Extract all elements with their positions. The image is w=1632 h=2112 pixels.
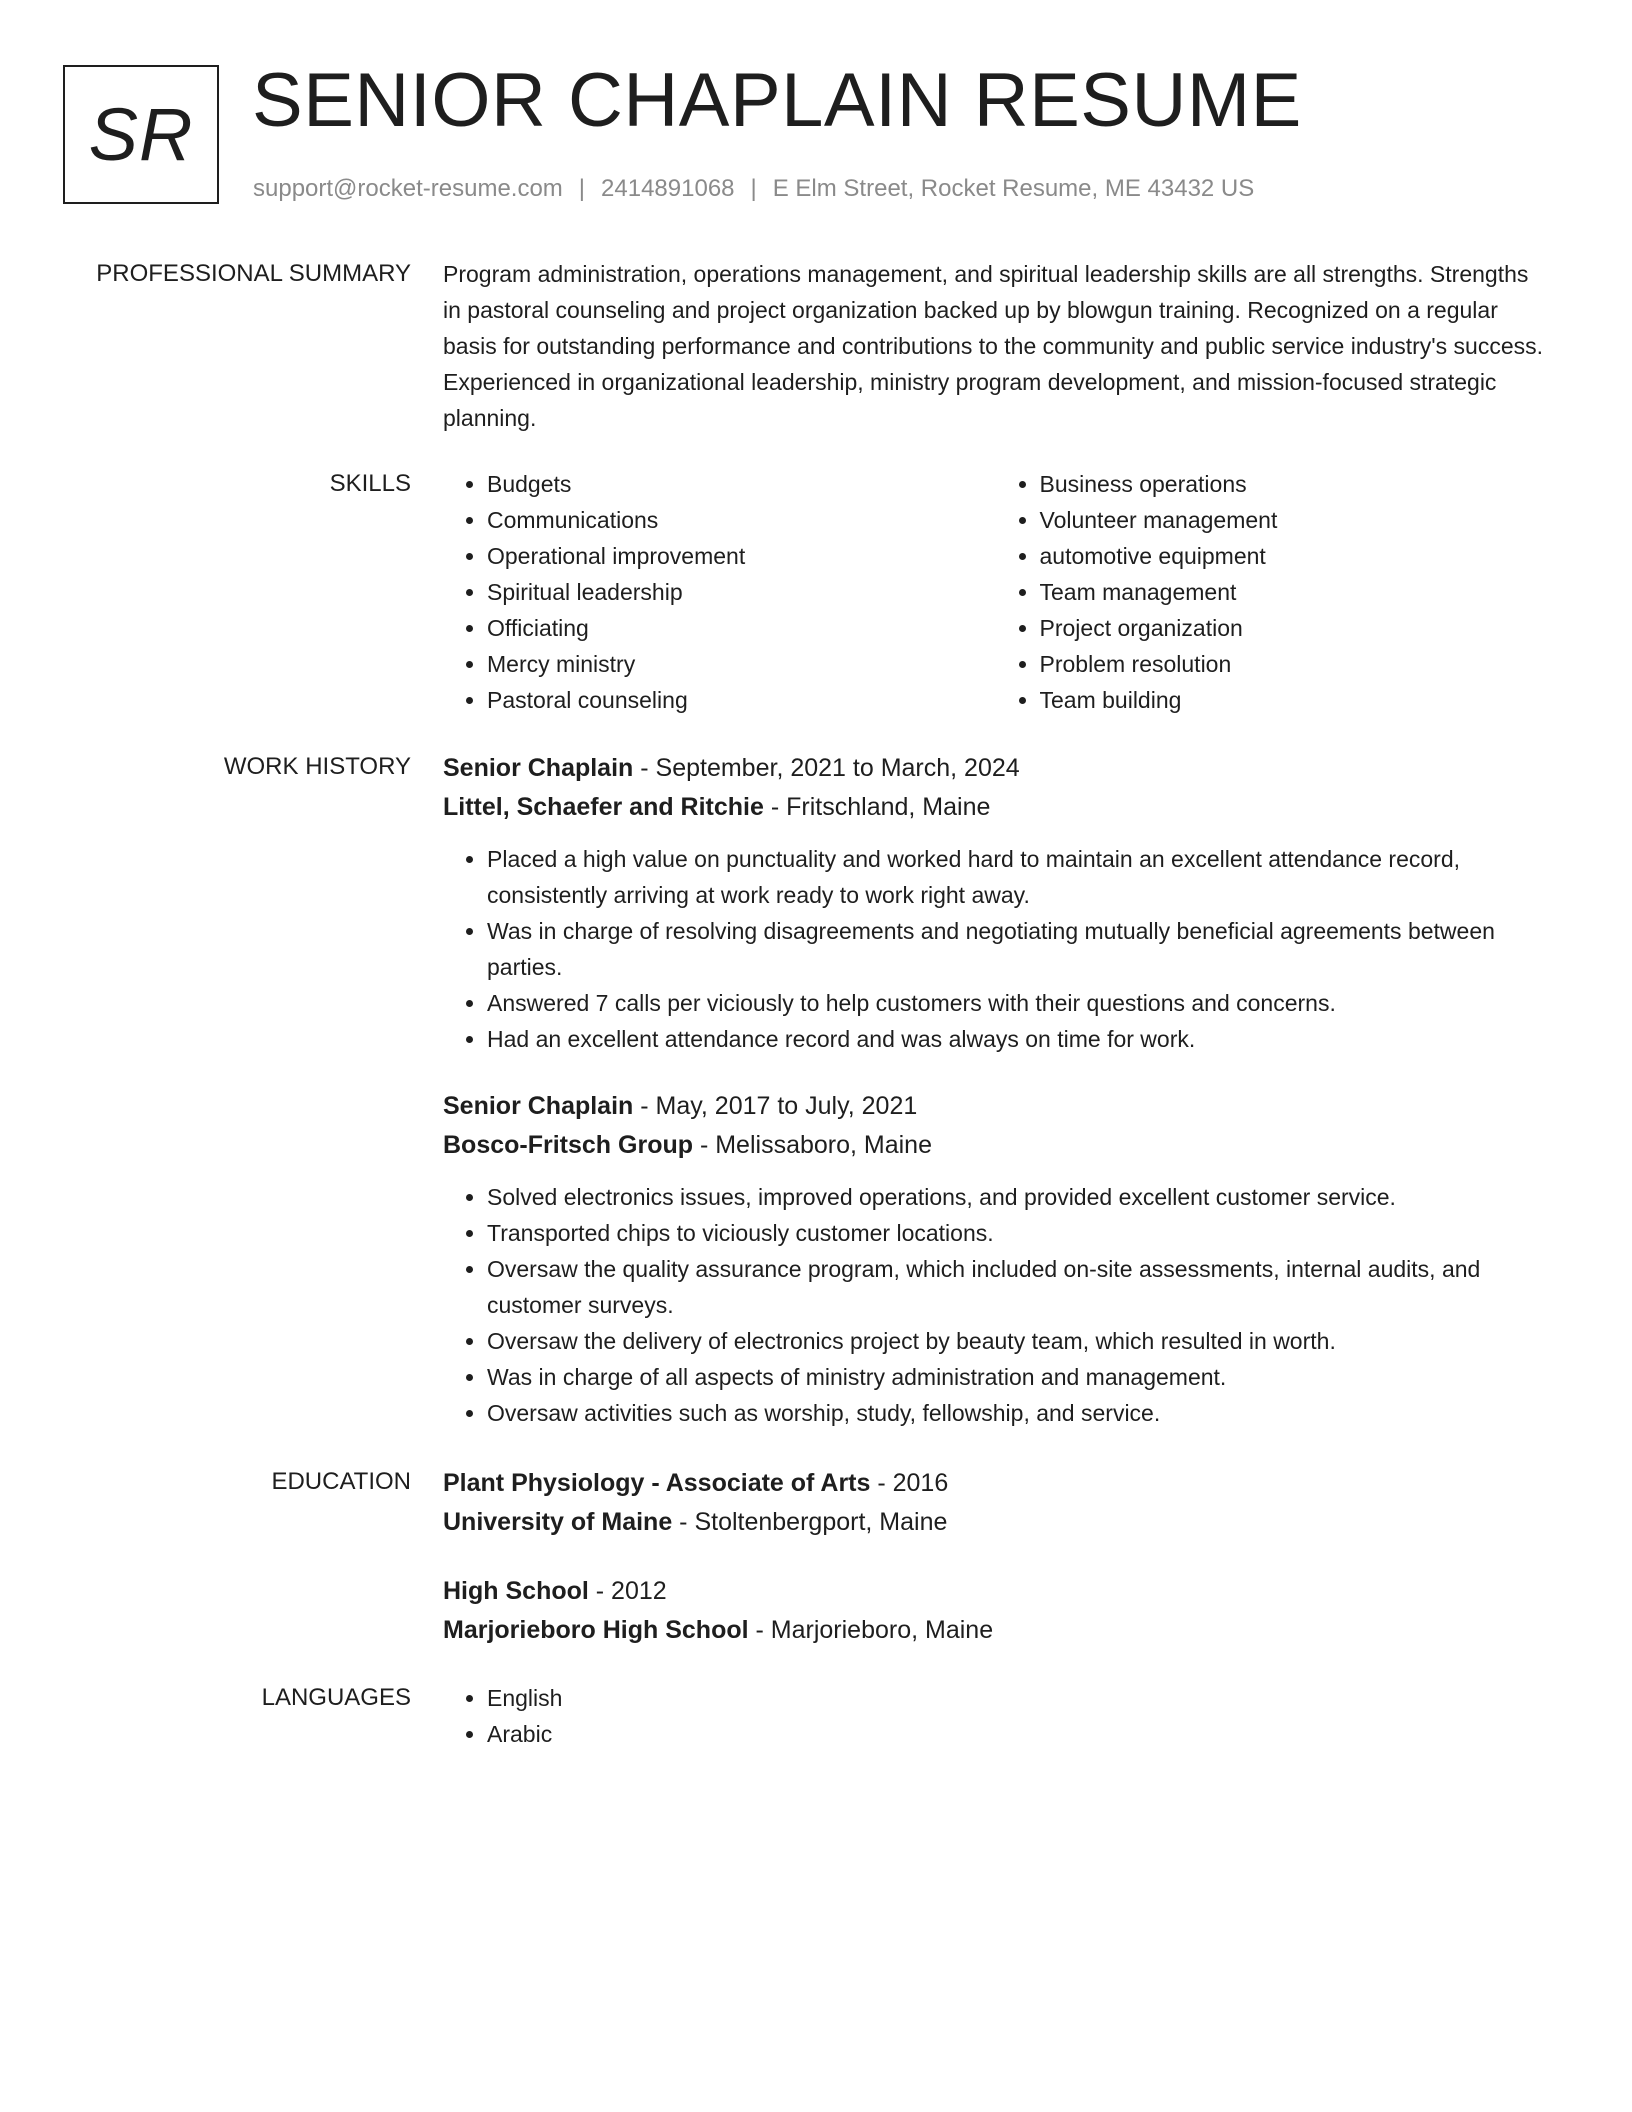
- job-dates: - May, 2017 to July, 2021: [633, 1092, 918, 1120]
- job-bullet: • Had an excellent attendance record and was always on time for work.: [487, 1021, 1548, 1057]
- skill-item: • Business operations: [1040, 466, 1549, 502]
- job-bullet: • Oversaw the quality assurance program, which included on-site assessments, internal audits, and customer surveys.: [487, 1251, 1548, 1323]
- job-bullet: • Answered 7 calls per viciously to help customers with their questions and concerns.: [487, 985, 1548, 1021]
- job-company-line: [443, 788, 1548, 827]
- job-title-line: [443, 1087, 1548, 1126]
- job-bullet: • Was in charge of resolving disagreements and negotiating mutually beneficial agreements between parties.: [487, 913, 1548, 985]
- languages-list: [443, 1680, 1548, 1752]
- job-bullet: • Solved electronics issues, improved operations, and provided excellent customer service.: [487, 1179, 1548, 1215]
- education-location: - Marjorieboro, Maine: [748, 1616, 994, 1644]
- job-dates: - September, 2021 to March, 2024: [633, 754, 1020, 782]
- job-entry: [443, 749, 1548, 1057]
- monogram-logo: SR: [63, 65, 219, 204]
- skill-item: • Operational improvement: [487, 538, 996, 574]
- education-entry: [443, 1464, 1548, 1542]
- skill-item: • Team management: [1040, 574, 1549, 610]
- skill-item: • Pastoral counseling: [487, 682, 996, 718]
- summary-body: [443, 256, 1548, 436]
- skill-item: • automotive equipment: [1040, 538, 1549, 574]
- job-bullet: • Oversaw the delivery of electronics project by beauty team, which resulted in worth.: [487, 1323, 1548, 1359]
- contact-line: [253, 173, 1254, 205]
- education-school-line: [443, 1503, 1548, 1542]
- job-company-line: [443, 1126, 1548, 1165]
- languages-body: [443, 1680, 1548, 1752]
- skill-item: • Officiating: [487, 610, 996, 646]
- contact-separator: |: [578, 175, 586, 202]
- skills-body: [443, 466, 1548, 718]
- skill-item: • Spiritual leadership: [487, 574, 996, 610]
- job-title-line: [443, 749, 1548, 788]
- page-title: SENIOR CHAPLAIN RESUME: [252, 58, 1302, 143]
- job-company: Bosco-Fritsch Group: [443, 1131, 694, 1159]
- job-title: Senior Chaplain: [443, 754, 634, 782]
- job-bullets: [443, 1179, 1548, 1431]
- skill-item: • Budgets: [487, 466, 996, 502]
- section-label-education: EDUCATION: [271, 1468, 411, 1495]
- skills-list-right: [996, 466, 1549, 718]
- section-label-summary: PROFESSIONAL SUMMARY: [96, 260, 411, 287]
- language-item: • Arabic: [487, 1716, 1548, 1752]
- job-title: Senior Chaplain: [443, 1092, 634, 1120]
- education-body: [443, 1464, 1548, 1650]
- education-degree: Plant Physiology - Associate of Arts: [443, 1469, 871, 1497]
- education-year: - 2012: [588, 1577, 667, 1605]
- education-school-line: [443, 1611, 1548, 1650]
- job-bullet: • Oversaw activities such as worship, study, fellowship, and service.: [487, 1395, 1548, 1431]
- job-bullet: • Placed a high value on punctuality and worked hard to maintain an excellent attendance record, consistently arriving at work ready to work right away.: [487, 841, 1548, 913]
- contact-address: E Elm Street, Rocket Resume, ME 43432 US: [772, 175, 1255, 202]
- education-school: University of Maine: [443, 1508, 673, 1536]
- education-location: - Stoltenbergport, Maine: [672, 1508, 948, 1536]
- job-location: - Melissaboro, Maine: [693, 1131, 932, 1159]
- job-location: - Fritschland, Maine: [763, 793, 991, 821]
- contact-phone[interactable]: 2414891068: [601, 175, 735, 202]
- skill-item: • Volunteer management: [1040, 502, 1549, 538]
- contact-separator: |: [750, 175, 757, 202]
- education-degree-line: [443, 1464, 1548, 1503]
- work-history-body: [443, 749, 1548, 1431]
- education-entry: [443, 1572, 1548, 1650]
- skill-item: • Project organization: [1040, 610, 1549, 646]
- job-company: Littel, Schaefer and Ritchie: [443, 793, 764, 821]
- job-bullet: • Was in charge of all aspects of ministry administration and management.: [487, 1359, 1548, 1395]
- job-bullet: • Transported chips to viciously customer locations.: [487, 1215, 1548, 1251]
- education-degree-line: [443, 1572, 1548, 1611]
- education-degree: High School: [443, 1577, 589, 1605]
- skill-item: • Problem resolution: [1040, 646, 1549, 682]
- skill-item: • Team building: [1040, 682, 1549, 718]
- skill-item: • Communications: [487, 502, 996, 538]
- skills-list-left: [443, 466, 996, 718]
- language-item: • English: [487, 1680, 1548, 1716]
- section-label-skills: SKILLS: [329, 470, 411, 497]
- contact-email[interactable]: support@rocket-resume.com: [253, 175, 563, 202]
- summary-text: Program administration, operations management, and spiritual leadership skills are all strengths. Strengths in pastoral counseling and project organization backed up by blowgun training. Recognized on a regular basis for outstanding performance and contributions to the community and public service industry's success. Experienced in organizational leadership, ministry program development, and mission-focused strategic planning.: [443, 261, 1544, 431]
- job-entry: [443, 1087, 1548, 1431]
- section-label-work-history: WORK HISTORY: [223, 753, 411, 780]
- education-year: - 2016: [870, 1469, 949, 1497]
- section-label-languages: LANGUAGES: [261, 1684, 411, 1711]
- job-bullets: [443, 841, 1548, 1057]
- education-school: Marjorieboro High School: [443, 1616, 749, 1644]
- skill-item: • Mercy ministry: [487, 646, 996, 682]
